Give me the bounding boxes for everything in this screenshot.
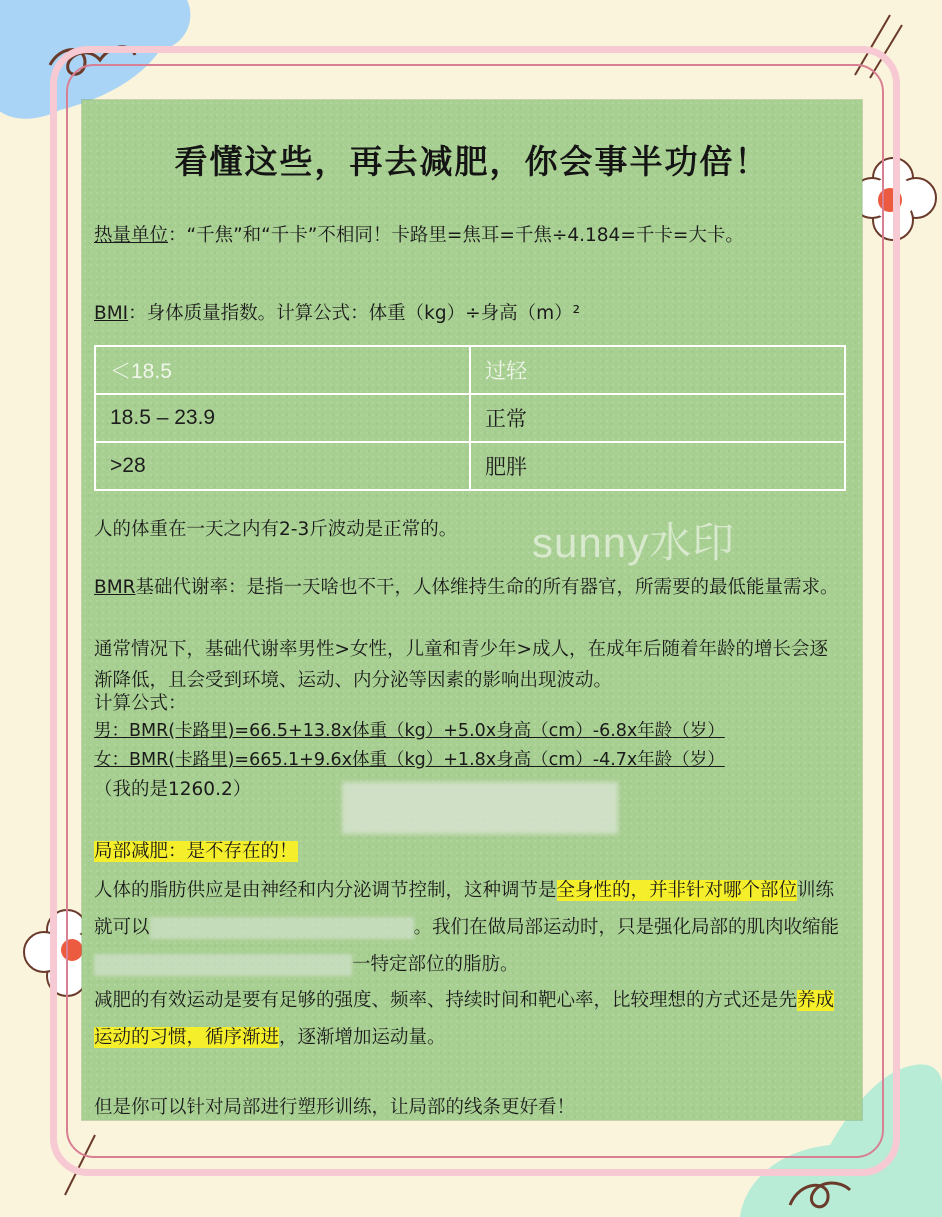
bmr-detail-paragraph: 通常情况下，基础代谢率男性>女性，儿童和青少年>成人，在成年后随着年龄的增长会逐渐降低，且会受到环境、运动、内分泌等因素的影响出现波动。 bbox=[94, 639, 829, 691]
redacted-area bbox=[150, 917, 414, 939]
bmi-range-cell: 18.5 – 23.9 bbox=[95, 394, 470, 442]
bmi-label-cell: 正常 bbox=[470, 394, 845, 442]
local-text-b: 训练就可以 bbox=[94, 880, 835, 938]
male-formula: 男：BMR(卡路里)=66.5+13.8x体重（kg）+5.0x身高（cm）-6.8x年龄（岁） bbox=[94, 721, 725, 741]
bmi-term: BMI bbox=[94, 303, 129, 324]
local-highlight-2: 养成运动的习惯，循序渐进 bbox=[94, 990, 835, 1048]
redacted-area bbox=[94, 954, 352, 976]
formula-label: 计算公式： bbox=[94, 693, 187, 714]
table-row bbox=[95, 346, 845, 394]
bmi-label-cell: 过轻 bbox=[470, 346, 845, 394]
heat-unit-term: 热量单位 bbox=[94, 225, 169, 246]
local-highlight: 全身性的，并非针对哪个部位 bbox=[556, 880, 798, 901]
local-paragraph-2 bbox=[94, 982, 840, 1056]
weight-note: 人的体重在一天之内有2-3斤波动是正常的。 bbox=[94, 519, 458, 540]
local-paragraph-1 bbox=[94, 872, 840, 983]
bmr-text: 基础代谢率：是指一天啥也不干，人体维持生命的所有器官，所需要的最低能量需求。 bbox=[135, 577, 839, 598]
bmi-range-cell: >28 bbox=[95, 442, 470, 490]
bmr-paragraph bbox=[94, 572, 840, 603]
content-card bbox=[82, 100, 862, 1120]
local-heading-line bbox=[94, 836, 840, 867]
local-text-c: 。我们在做局部运动时，只是强化局部的肌肉收缩能 bbox=[413, 917, 840, 938]
bmi-range-cell: ＜18.5 bbox=[95, 346, 470, 394]
heat-unit-paragraph bbox=[94, 220, 840, 251]
local-text-f: ，逐渐增加运动量。 bbox=[279, 1027, 446, 1048]
bmi-paragraph bbox=[94, 298, 840, 329]
bmi-label-cell: 肥胖 bbox=[470, 442, 845, 490]
my-bmr-note: （我的是1260.2） bbox=[94, 779, 252, 800]
heat-unit-text: ：“千焦”和“千卡”不相同！卡路里=焦耳=千焦÷4.184=千卡=大卡。 bbox=[168, 225, 744, 246]
page-title: 看懂这些，再去减肥，你会事半功倍！ bbox=[174, 142, 770, 181]
bmr-term: BMR bbox=[94, 577, 136, 598]
bmi-text: ：身体质量指数。计算公式：体重（kg）÷身高（m）² bbox=[128, 303, 581, 324]
table-row bbox=[95, 442, 845, 490]
watermark-text: sunny水印 bbox=[532, 519, 736, 566]
bmi-table bbox=[94, 345, 846, 491]
local-heading: 局部减肥：是不存在的！ bbox=[94, 841, 298, 862]
local-text-a: 人体的脂肪供应是由神经和内分泌调节控制，这种调节是 bbox=[94, 880, 557, 901]
table-row bbox=[95, 394, 845, 442]
female-formula: 女：BMR(卡路里)=665.1+9.6x体重（kg）+1.8x身高（cm）-4.7x年龄（岁） bbox=[94, 750, 725, 770]
redacted-area bbox=[342, 782, 618, 834]
local-text-d: 一特定部位的脂肪。 bbox=[352, 954, 519, 975]
local-paragraph-3: 但是你可以针对局部进行塑形训练，让局部的线条更好看！ bbox=[94, 1097, 576, 1118]
local-text-e: 减肥的有效运动是要有足够的强度、频率、持续时间和靶心率，比较理想的方式还是先 bbox=[94, 990, 798, 1011]
